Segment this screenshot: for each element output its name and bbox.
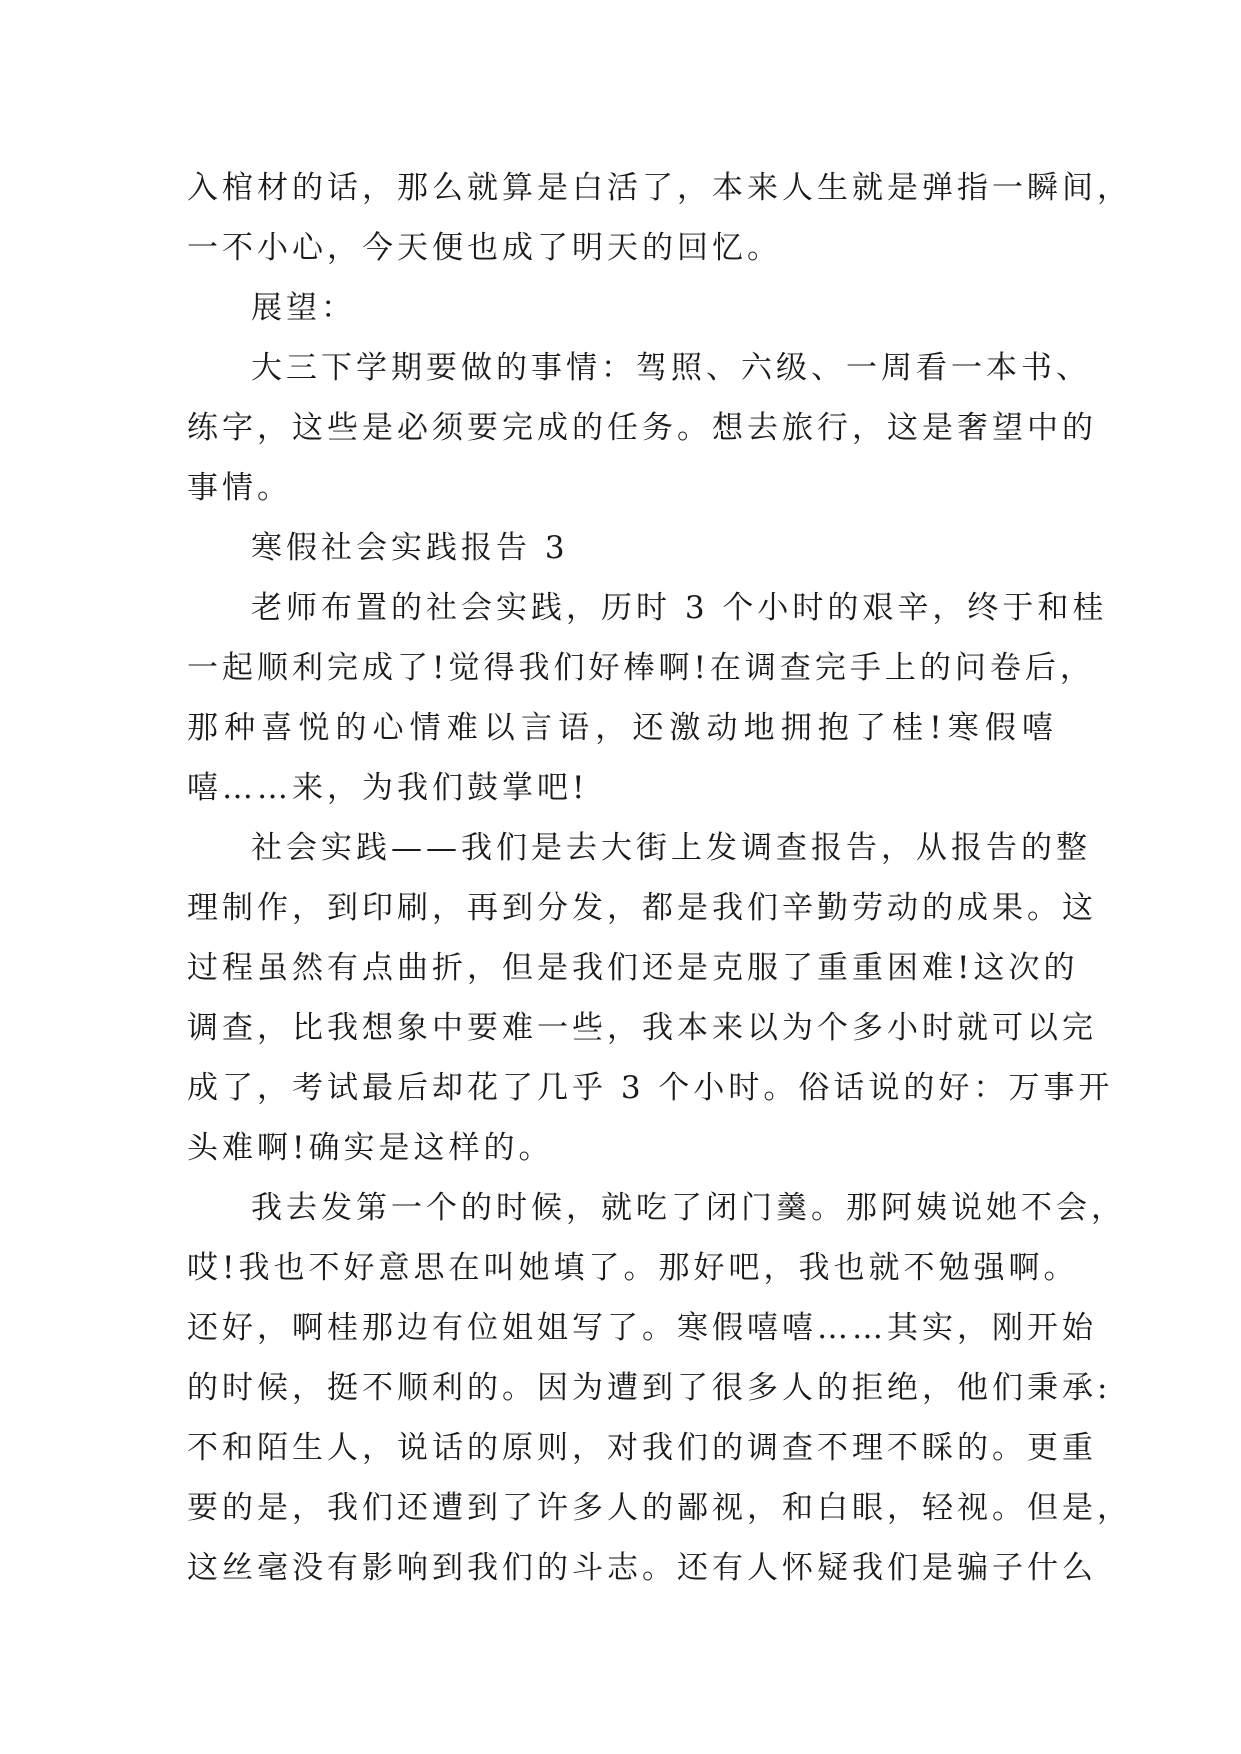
text-line: 我去发第一个的时候，就吃了闭门羹。那阿姨说她不会， [251,1190,1126,1226]
text-line: 的时候，挺不顺利的。因为遭到了很多人的拒绝，他们秉承: [187,1370,1112,1406]
text-line: 那种喜悦的心情难以言语，还激动地拥抱了桂!寒假嘻 [187,710,1057,746]
text-line: 还好，啊桂那边有位姐姐写了。寒假嘻嘻……其实，刚开始 [187,1310,1097,1346]
text-line: 调查，比我想象中要难一些，我本来以为个多小时就可以完 [187,1010,1097,1046]
document-body [187,158,1132,1598]
text-line: 这丝毫没有影响到我们的斗志。还有人怀疑我们是骗子什么 [187,1550,1097,1586]
section-heading: 寒假社会实践报告 3 [251,530,569,566]
text-line: 入棺材的话，那么就算是白活了，本来人生就是弹指一瞬间， [187,170,1132,206]
text-line: 社会实践——我们是去大街上发调查报告，从报告的整 [251,830,1091,866]
text-line: 一不小心，今天便也成了明天的回忆。 [187,230,782,266]
text-line: 哎!我也不好意思在叫她填了。那好吧，我也就不勉强啊。 [187,1250,1079,1286]
text-line: 不和陌生人，说话的原则，对我们的调查不理不睬的。更重 [187,1430,1097,1466]
text-line: 头难啊!确实是这样的。 [187,1130,554,1166]
text-line: 过程虽然有点曲折，但是我们还是克服了重重困难!这次的 [187,950,1079,986]
text-line: 大三下学期要做的事情：驾照、六级、一周看一本书、 [251,350,1091,386]
text-line: 事情。 [187,470,292,506]
text-line: 练字，这些是必须要完成的任务。想去旅行，这是奢望中的 [187,410,1097,446]
text-line: 成了，考试最后却花了几乎 3 个小时。俗话说的好：万事开 [187,1070,1114,1106]
text-line: 理制作，到印刷，再到分发，都是我们辛勤劳动的成果。这 [187,890,1097,926]
section-heading: 展望： [251,290,356,326]
text-line: 老师布置的社会实践，历时 3 个小时的艰辛，终于和桂 [251,590,1108,626]
text-line: 要的是，我们还遭到了许多人的鄙视，和白眼，轻视。但是， [187,1490,1132,1526]
text-line: 一起顺利完成了!觉得我们好棒啊!在调查完手上的问卷后， [187,650,1095,686]
text-line: 嘻……来，为我们鼓掌吧! [187,770,589,806]
